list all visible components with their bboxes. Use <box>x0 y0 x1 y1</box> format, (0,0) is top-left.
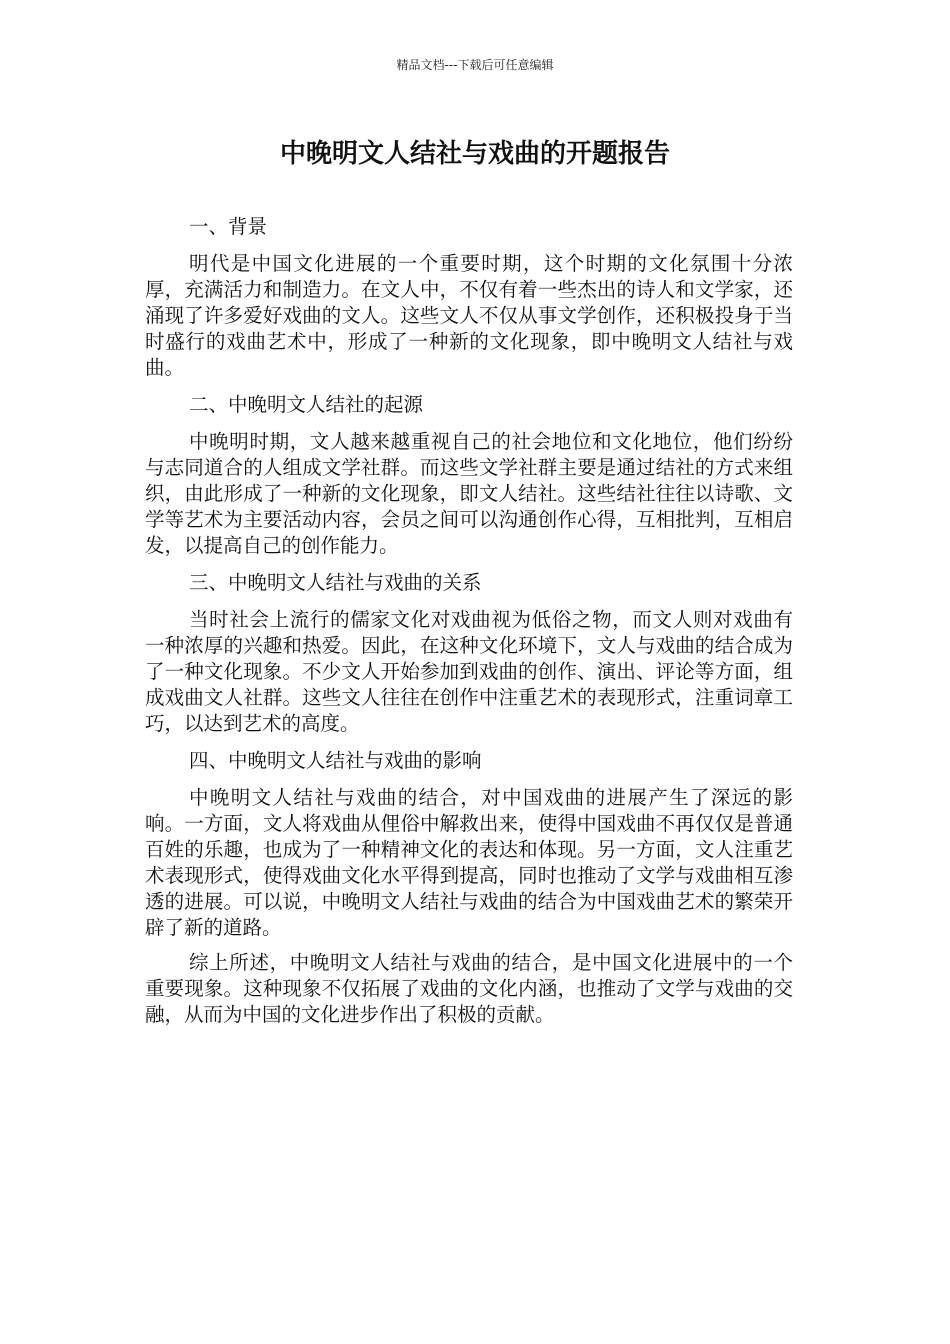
paragraph-background: 明代是中国文化进展的一个重要时期，这个时期的文化氛围十分浓厚，充满活力和制造力。在文人中，不仅有着一些杰出的诗人和文学家，还涌现了许多爱好戏曲的文人。这些文人不仅从事文学创作，还积极投身于当时盛行的戏曲艺术中，形成了一种新的文化现象，即中晚明文人结社与戏曲。 <box>145 252 793 379</box>
section-heading-relationship: 三、中晚明文人结社与戏曲的关系 <box>189 571 482 594</box>
document-body <box>145 212 793 1037</box>
document-title: 中晚明文人结社与戏曲的开题报告 <box>279 139 670 169</box>
section-heading-background: 一、背景 <box>189 215 268 238</box>
paragraph-conclusion: 综上所述，中晚明文人结社与戏曲的结合，是中国文化进展中的一个重要现象。这种现象不仅拓展了戏曲的文化内涵，也推动了文学与戏曲的交融，从而为中国的文化进步作出了积极的贡献。 <box>145 951 793 1026</box>
section-heading-origin: 二、中晚明文人结社的起源 <box>189 393 424 416</box>
paragraph-origin: 中晚明时期，文人越来越重视自己的社会地位和文化地位，他们纷纷与志同道合的人组成文学社群。而这些文学社群主要是通过结社的方式来组织，由此形成了一种新的文化现象，即文人结社。这些结社往往以诗歌、文学等艺术为主要活动内容，会员之间可以沟通创作心得，互相批判，互相启发，以提高自己的创作能力。 <box>145 430 793 557</box>
header-note: 精品文档---下载后可任意编辑 <box>396 58 554 72</box>
paragraph-relationship: 当时社会上流行的儒家文化对戏曲视为低俗之物，而文人则对戏曲有一种浓厚的兴趣和热爱。因此，在这种文化环境下，文人与戏曲的结合成为了一种文化现象。不少文人开始参加到戏曲的创作、演出、评论等方面，组成戏曲文人社群。这些文人往往在创作中注重艺术的表现形式，注重词章工巧，以达到艺术的高度。 <box>145 608 793 735</box>
section-heading-influence: 四、中晚明文人结社与戏曲的影响 <box>189 749 482 772</box>
paragraph-influence: 中晚明文人结社与戏曲的结合，对中国戏曲的进展产生了深远的影响。一方面，文人将戏曲从俚俗中解救出来，使得中国戏曲不再仅仅是普通百姓的乐趣，也成为了一种精神文化的表达和体现。另一方面，文人注重艺术表现形式，使得戏曲文化水平得到提高，同时也推动了文学与戏曲相互渗透的进展。可以说，中晚明文人结社与戏曲的结合为中国戏曲艺术的繁荣开辟了新的道路。 <box>145 786 793 939</box>
